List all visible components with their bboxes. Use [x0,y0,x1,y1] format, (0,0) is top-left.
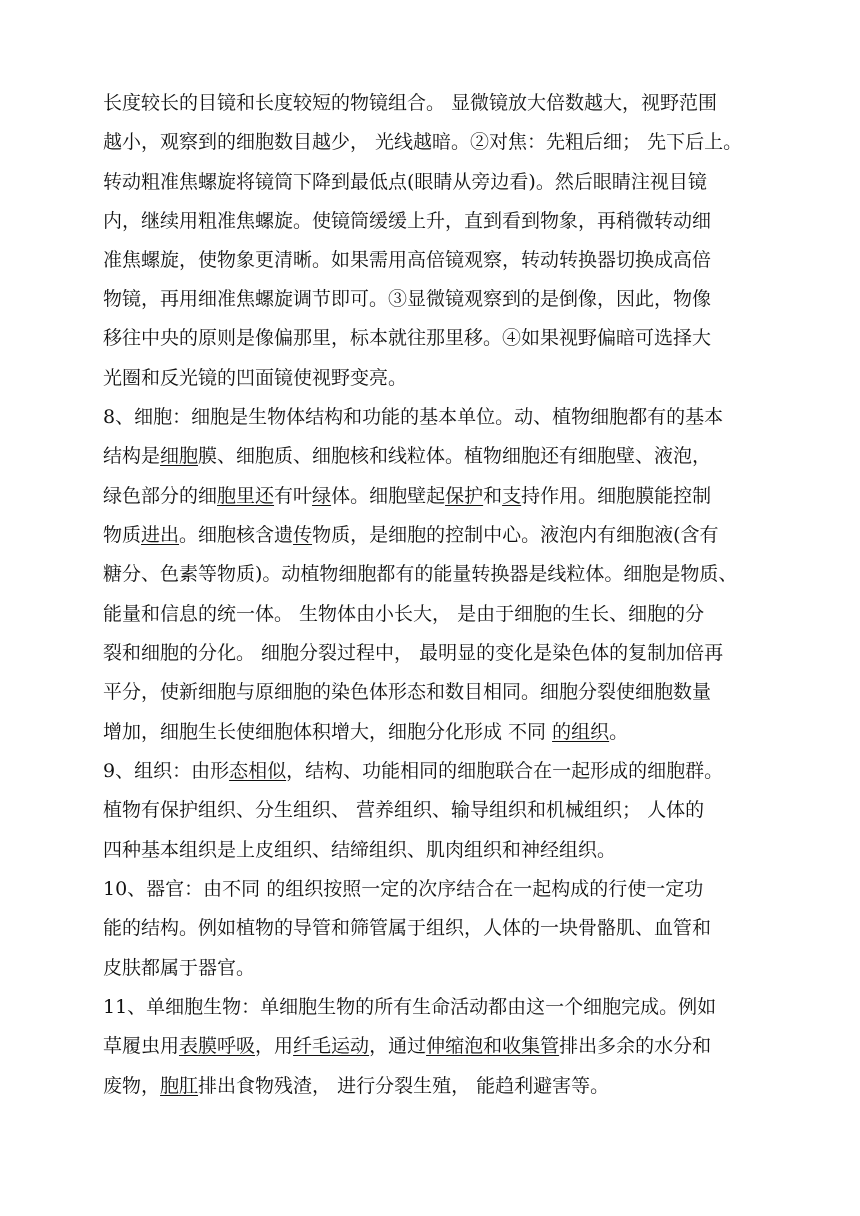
text-run: 绿色部分的细 [103,485,218,507]
text-run: 光圈和反光镜的凹面镜使视野变亮。 [103,367,408,389]
text-run: 皮肤都属于器官。 [103,957,256,979]
text-run: 能的结构。例如植物的导管和筛管属于组织，人体的一块骨骼肌、血管和 [103,917,712,939]
text-line [103,444,783,468]
text-run: 排出多余的水分和 [559,1035,712,1057]
text-run: 持作用。细胞膜能控制 [521,485,712,507]
text-line [103,326,783,350]
text-run: 长度较长的目镜和长度较短的物镜组合。 显微镜放大倍数越大，视野范围 [103,92,718,114]
text-line [103,91,783,115]
text-run: 膜、细胞质、细胞核和线粒体。植物细胞还有细胞壁、液泡， [198,445,712,467]
text-run: 草履虫用 [103,1035,180,1057]
text-line [103,916,783,940]
text-run: 。 [609,721,629,743]
text-line [103,170,783,194]
text-run: 四种基本组织是上皮组织、结缔组织、肌肉组织和神经组织。 [103,839,617,861]
text-run: 内，继续用粗准焦螺旋。使镜筒缓缓上升，直到看到物象，再稍微转动细 [103,210,712,232]
underlined-term: 纤毛运动 [293,1035,370,1057]
underlined-term: 支 [502,485,522,507]
text-line [103,562,783,586]
text-line [103,209,783,233]
text-run: 体。细胞壁起 [331,485,446,507]
text-line [103,523,783,547]
underlined-term: 胞里还 [217,485,275,507]
text-run: 糖分、色素等物质)。动植物细胞都有的能量转换器是线粒体。细胞是物质、 [103,563,738,585]
text-line [103,759,783,783]
text-line [103,838,783,862]
text-run: 物质，是细胞的控制中心。液泡内有细胞液(含有 [312,524,719,546]
text-line [103,130,783,154]
text-run: 废物， [103,1075,161,1097]
text-run: 有叶 [274,485,313,507]
text-run: 物镜，再用细准焦螺旋调节即可。③显微镜观察到的是倒像，因此，物像 [103,288,712,310]
text-line [103,798,783,822]
text-line [103,720,783,744]
text-line [103,1034,783,1058]
underlined-term: 传 [293,524,313,546]
underlined-term: 细胞 [160,445,199,467]
text-line [103,877,783,901]
text-line [103,366,783,390]
text-run: 。细胞核含遗 [179,524,294,546]
text-run: 平分，使新细胞与原细胞的染色体形态和数目相同。细胞分裂使细胞数量 [103,681,712,703]
text-run: 11、单细胞生物：单细胞生物的所有生命活动都由这一个细胞完成。例如 [103,996,717,1018]
text-run: 排出食物残渣， 进行分裂生殖， 能趋利避害等。 [198,1075,610,1097]
text-run: 增加，细胞生长使细胞体积增大，细胞分化形成 不同 [103,721,553,743]
text-run: 裂和细胞的分化。 细胞分裂过程中， 最明显的变化是染色体的复制加倍再 [103,642,724,664]
text-run: 10、器官：由不同 的组织按照一定的次序结合在一起构成的行使一定功 [103,878,704,900]
underlined-term: 态相似 [229,760,287,782]
text-run: 9、组织：由形 [103,760,230,782]
text-run: 准焦螺旋，使物象更清晰。如果需用高倍镜观察，转动转换器切换成高倍 [103,249,712,271]
text-run: 8、细胞：细胞是生物体结构和功能的基本单位。动、植物细胞都有的基本 [103,406,724,428]
text-line [103,248,783,272]
underlined-term: 进出 [141,524,180,546]
text-line [103,995,783,1019]
text-line [103,680,783,704]
underlined-term: 伸缩泡和收集管 [426,1035,560,1057]
text-run: 和 [483,485,503,507]
text-line [103,956,783,980]
text-line [103,602,783,626]
text-run: 转动粗准焦螺旋将镜筒下降到最低点(眼睛从旁边看)。然后眼睛注视目镜 [103,171,707,193]
text-run: 物质 [103,524,142,546]
text-line [103,287,783,311]
text-run: 越小，观察到的细胞数目越少， 光线越暗。②对焦：先粗后细； 先下后上。 [103,131,743,153]
text-line [103,405,783,429]
text-run: 移往中央的原则是像偏那里，标本就往那里移。④如果视野偏暗可选择大 [103,327,712,349]
text-line [103,484,783,508]
underlined-term: 胞肛 [160,1075,199,1097]
text-run: 能量和信息的统一体。 生物体由小长大， 是由于细胞的生长、细胞的分 [103,603,705,625]
text-line [103,641,783,665]
underlined-term: 的组织 [552,721,610,743]
text-line [103,1074,783,1098]
text-run: 植物有保护组织、分生组织、 营养组织、输导组织和机械组织； 人体的 [103,799,705,821]
underlined-term: 保护 [445,485,484,507]
text-run: ，结构、功能相同的细胞联合在一起形成的细胞群。 [286,760,724,782]
text-run: ，用 [255,1035,294,1057]
underlined-term: 绿 [312,485,332,507]
underlined-term: 表膜呼吸 [179,1035,256,1057]
text-run: 结构是 [103,445,161,467]
text-run: ，通过 [369,1035,427,1057]
